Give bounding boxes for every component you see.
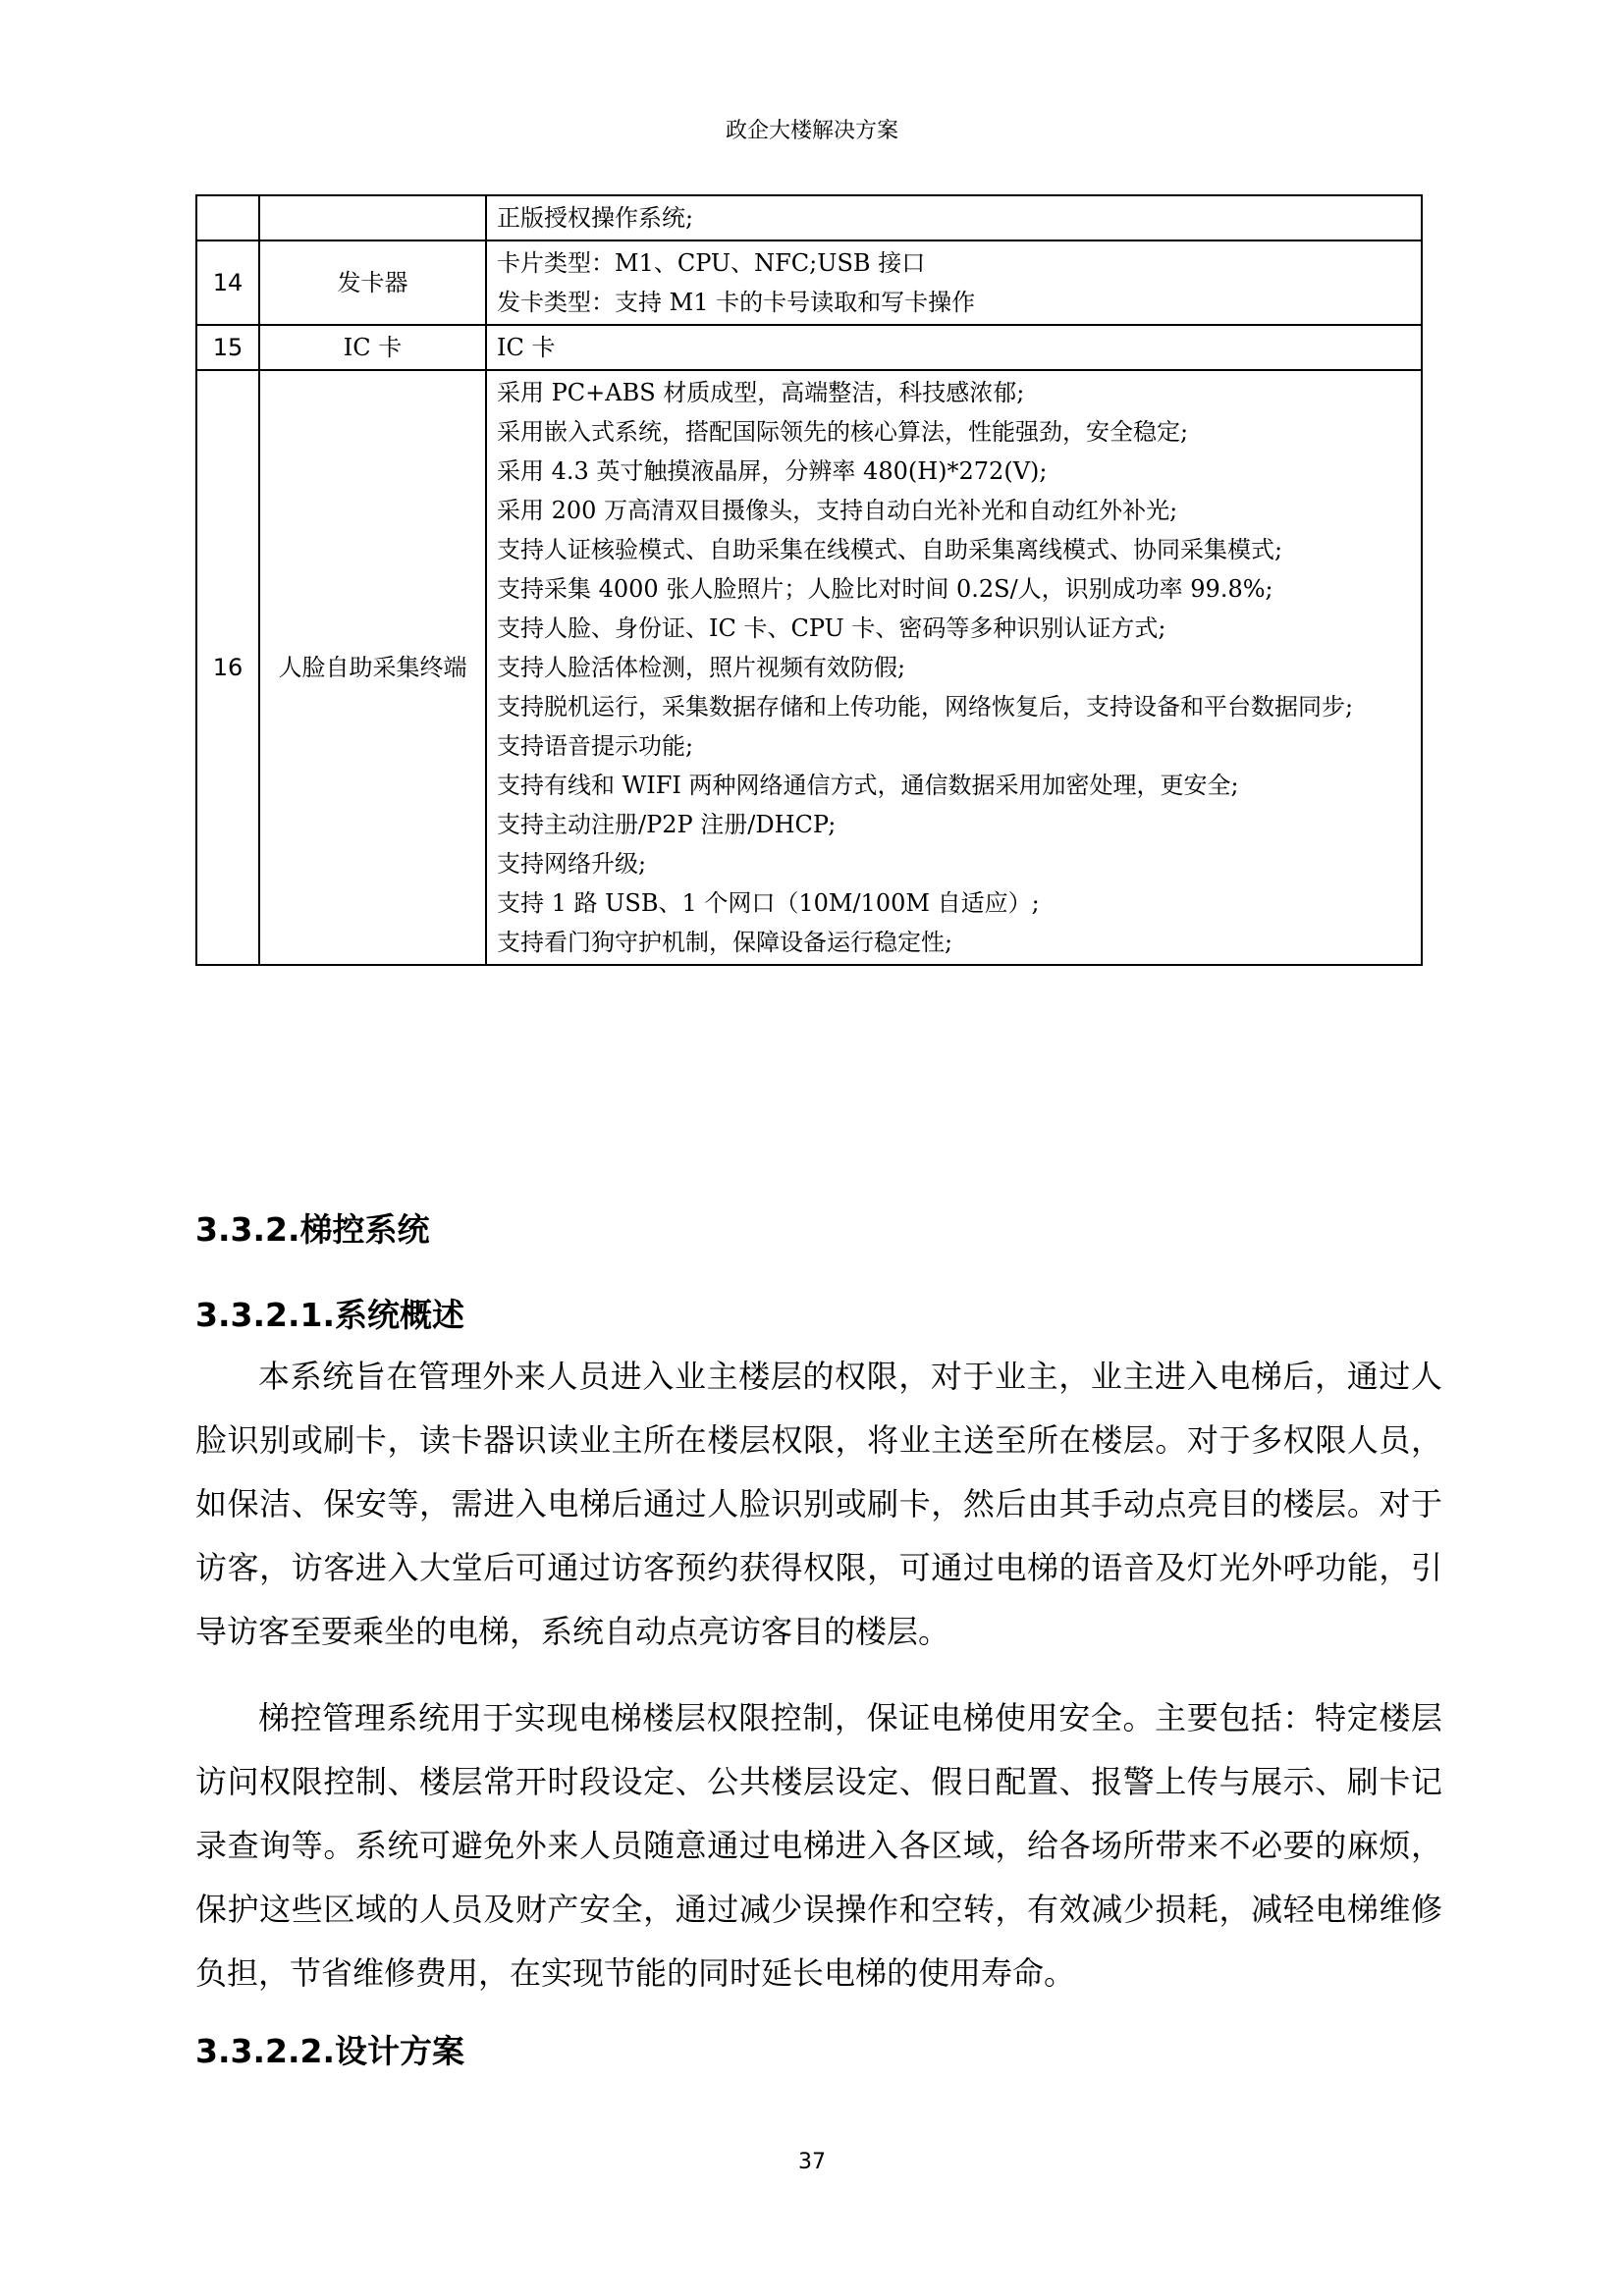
spec-line: 支持 1 路 USB、1 个网口（10M/100M 自适应）; (497, 889, 1040, 917)
spec-line: 正版授权操作系统; (497, 204, 694, 232)
row-number: 16 (196, 370, 259, 965)
spec-line: 支持人脸活体检测，照片视频有效防假; (497, 654, 906, 681)
spec-line: 支持语音提示功能; (497, 732, 694, 760)
item-name: IC 卡 (259, 325, 486, 370)
spec-line: 发卡类型：支持 M1 卡的卡号读取和写卡操作 (497, 289, 976, 316)
item-description (486, 240, 1422, 325)
overview-paragraph: 本系统旨在管理外来人员进入业主楼层的权限，对于业主，业主进入电梯后，通过人脸识别或刷卡，读卡器识读业主所在楼层权限，将业主送至所在楼层。对于多权限人员，如保洁、保安等，需进入电梯后通过人脸识别或刷卡，然后由其手动点亮目的楼层。对于访客，访客进入大堂后可通过访客预约获得权限，可通过电梯的语音及灯光外呼功能，引导访客至要乘坐的电梯，系统自动点亮访客目的楼层。 (195, 1358, 1442, 1650)
management-paragraph: 梯控管理系统用于实现电梯楼层权限控制，保证电梯使用安全。主要包括：特定楼层访问权限控制、楼层常开时段设定、公共楼层设定、假日配置、报警上传与展示、刷卡记录查询等。系统可避免外来人员随意通过电梯进入各区域，给各场所带来不必要的麻烦，保护这些区域的人员及财产安全，通过减少误操作和空转，有效减少损耗，减轻电梯维修负担，节省维修费用，在实现节能的同时延长电梯的使用寿命。 (195, 1699, 1442, 1992)
item-description (486, 370, 1422, 965)
spec-line: 支持有线和 WIFI 两种网络通信方式，通信数据采用加密处理，更安全; (497, 772, 1239, 799)
spec-line: 支持脱机运行，采集数据存储和上传功能，网络恢复后，支持设备和平台数据同步; (497, 693, 1354, 721)
spec-line: 采用 4.3 英寸触摸液晶屏，分辨率 480(H)*272(V); (497, 457, 1048, 485)
item-description (486, 325, 1422, 370)
spec-line: IC 卡 (497, 334, 556, 361)
spec-line: 采用 200 万高清双目摄像头，支持自动白光补光和自动红外补光; (497, 497, 1178, 524)
table-row (196, 195, 1422, 240)
spec-line: 支持看门狗守护机制，保障设备运行稳定性; (497, 929, 953, 956)
row-number: 14 (196, 240, 259, 325)
spec-line: 采用 PC+ABS 材质成型，高端整洁，科技感浓郁; (497, 379, 1025, 406)
table-row (196, 240, 1422, 325)
spec-line: 采用嵌入式系统，搭配国际领先的核心算法，性能强劲，安全稳定; (497, 418, 1189, 446)
spec-line: 支持人证核验模式、自助采集在线模式、自助采集离线模式、协同采集模式; (497, 536, 1283, 563)
table-row (196, 325, 1422, 370)
item-description (486, 195, 1422, 240)
section-heading-overview: 3.3.2.1.系统概述 (195, 1296, 464, 1334)
spec-line: 支持采集 4000 张人脸照片；人脸比对时间 0.2S/人，识别成功率 99.8%; (497, 575, 1273, 603)
section-heading-elevator-control: 3.3.2.梯控系统 (195, 1210, 430, 1249)
spec-table (195, 194, 1423, 966)
item-name: 人脸自助采集终端 (259, 370, 486, 965)
spec-line: 卡片类型：M1、CPU、NFC;USB 接口 (497, 249, 926, 277)
item-name (259, 195, 486, 240)
spec-line: 支持网络升级; (497, 850, 647, 878)
spec-line: 支持主动注册/P2P 注册/DHCP; (497, 811, 837, 838)
page-number: 37 (798, 2150, 826, 2174)
row-number: 15 (196, 325, 259, 370)
table-row (196, 370, 1422, 965)
item-name: 发卡器 (259, 240, 486, 325)
spec-line: 支持人脸、身份证、IC 卡、CPU 卡、密码等多种识别认证方式; (497, 614, 1166, 642)
section-heading-design: 3.3.2.2.设计方案 (195, 2032, 464, 2070)
page-header: 政企大楼解决方案 (725, 119, 898, 143)
row-number (196, 195, 259, 240)
